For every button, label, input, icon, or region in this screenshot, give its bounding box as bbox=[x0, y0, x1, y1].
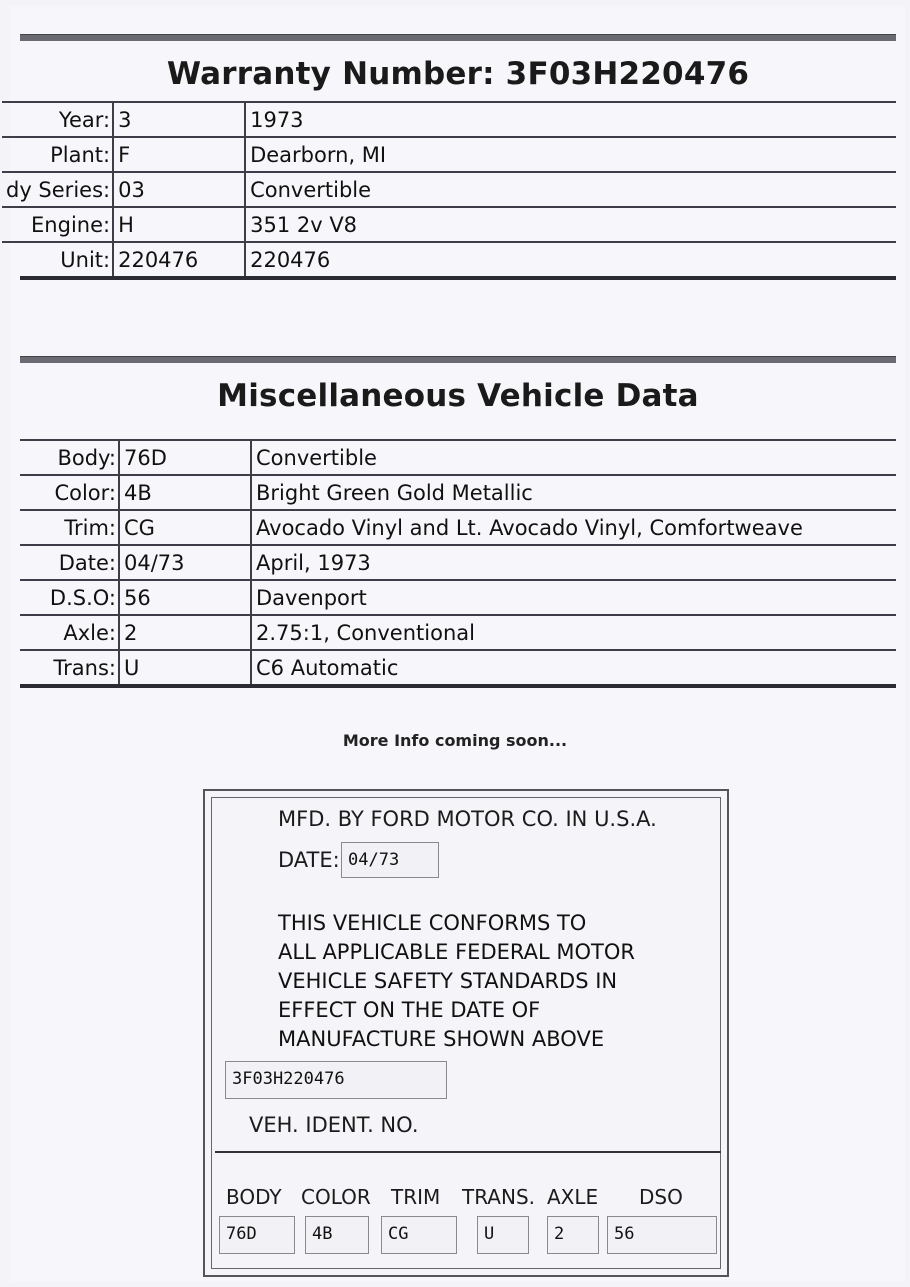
more-info-note: More Info coming soon... bbox=[342, 731, 568, 750]
row-code: H bbox=[113, 207, 245, 242]
code-header-trim: TRIM bbox=[391, 1185, 441, 1209]
conform-line: MANUFACTURE SHOWN ABOVE bbox=[278, 1027, 605, 1051]
row-desc: 2.75:1, Conventional bbox=[251, 615, 896, 650]
row-key: Unit: bbox=[2, 242, 113, 276]
code-body: 76D bbox=[219, 1216, 295, 1254]
warranty-section bbox=[6, 34, 896, 280]
vin-field: 3F03H220476 bbox=[225, 1061, 447, 1099]
row-key: Trim: bbox=[20, 510, 119, 545]
row-key: D.S.O: bbox=[20, 580, 119, 615]
row-key: Plant: bbox=[2, 137, 113, 172]
row-key: Axle: bbox=[20, 615, 119, 650]
misc-title: Miscellaneous Vehicle Data bbox=[217, 378, 699, 414]
table-row bbox=[20, 615, 896, 650]
row-key: Year: bbox=[2, 102, 113, 137]
code-header-trans: TRANS. bbox=[462, 1185, 535, 1209]
code-trans: U bbox=[477, 1216, 529, 1254]
table-row bbox=[20, 650, 896, 684]
table-row bbox=[2, 137, 896, 172]
row-key: Body: bbox=[20, 440, 119, 475]
row-desc: April, 1973 bbox=[251, 545, 896, 580]
table-row bbox=[2, 172, 896, 207]
conform-line: EFFECT ON THE DATE OF bbox=[278, 998, 541, 1022]
row-code: CG bbox=[119, 510, 251, 545]
table-row bbox=[2, 242, 896, 276]
table-row bbox=[20, 580, 896, 615]
mfd-text: MFD. BY FORD MOTOR CO. IN U.S.A. bbox=[278, 807, 657, 831]
row-key: Engine: bbox=[2, 207, 113, 242]
section-top-rule bbox=[20, 34, 896, 41]
row-code: U bbox=[119, 650, 251, 684]
conform-line: ALL APPLICABLE FEDERAL MOTOR bbox=[278, 940, 635, 964]
conform-line: THIS VEHICLE CONFORMS TO bbox=[278, 911, 587, 935]
row-code: 76D bbox=[119, 440, 251, 475]
row-code: 3 bbox=[113, 102, 245, 137]
code-header-body: BODY bbox=[226, 1185, 282, 1209]
code-header-dso: DSO bbox=[639, 1185, 683, 1209]
certification-label bbox=[203, 789, 729, 1277]
section-bottom-rule bbox=[20, 684, 896, 688]
row-code: 4B bbox=[119, 475, 251, 510]
row-code: 220476 bbox=[113, 242, 245, 276]
row-code: F bbox=[113, 137, 245, 172]
table-row bbox=[20, 440, 896, 475]
row-key: Trans: bbox=[20, 650, 119, 684]
row-key: Color: bbox=[20, 475, 119, 510]
row-desc: Davenport bbox=[251, 580, 896, 615]
date-field: 04/73 bbox=[341, 842, 439, 878]
code-header-color: COLOR bbox=[301, 1185, 371, 1209]
label-divider bbox=[215, 1151, 721, 1153]
code-axle: 2 bbox=[547, 1216, 599, 1254]
row-desc: Dearborn, MI bbox=[245, 137, 896, 172]
conform-line: VEHICLE SAFETY STANDARDS IN bbox=[278, 969, 618, 993]
table-row bbox=[20, 510, 896, 545]
section-bottom-rule bbox=[20, 276, 896, 280]
vin-label: VEH. IDENT. NO. bbox=[249, 1113, 419, 1137]
row-desc: Avocado Vinyl and Lt. Avocado Vinyl, Comfortweave bbox=[251, 510, 896, 545]
conformity-statement bbox=[278, 909, 635, 1054]
date-label: DATE: bbox=[278, 848, 340, 872]
row-code: 03 bbox=[113, 172, 245, 207]
row-desc: Bright Green Gold Metallic bbox=[251, 475, 896, 510]
row-key: dy Series: bbox=[2, 172, 113, 207]
code-color: 4B bbox=[305, 1216, 369, 1254]
table-row bbox=[2, 207, 896, 242]
row-desc: 220476 bbox=[245, 242, 896, 276]
table-row bbox=[20, 545, 896, 580]
code-header-axle: AXLE bbox=[547, 1185, 599, 1209]
row-code: 56 bbox=[119, 580, 251, 615]
row-desc: Convertible bbox=[245, 172, 896, 207]
misc-table bbox=[20, 439, 896, 684]
row-desc: 351 2v V8 bbox=[245, 207, 896, 242]
table-row bbox=[2, 102, 896, 137]
row-code: 2 bbox=[119, 615, 251, 650]
warranty-title: Warranty Number: 3F03H220476 bbox=[166, 56, 750, 92]
row-desc: C6 Automatic bbox=[251, 650, 896, 684]
misc-section bbox=[20, 356, 896, 688]
row-key: Date: bbox=[20, 545, 119, 580]
section-top-rule bbox=[20, 356, 896, 363]
code-dso: 56 bbox=[607, 1216, 717, 1254]
code-trim: CG bbox=[381, 1216, 457, 1254]
warranty-table bbox=[2, 101, 896, 276]
row-desc: 1973 bbox=[245, 102, 896, 137]
row-code: 04/73 bbox=[119, 545, 251, 580]
table-row bbox=[20, 475, 896, 510]
row-desc: Convertible bbox=[251, 440, 896, 475]
